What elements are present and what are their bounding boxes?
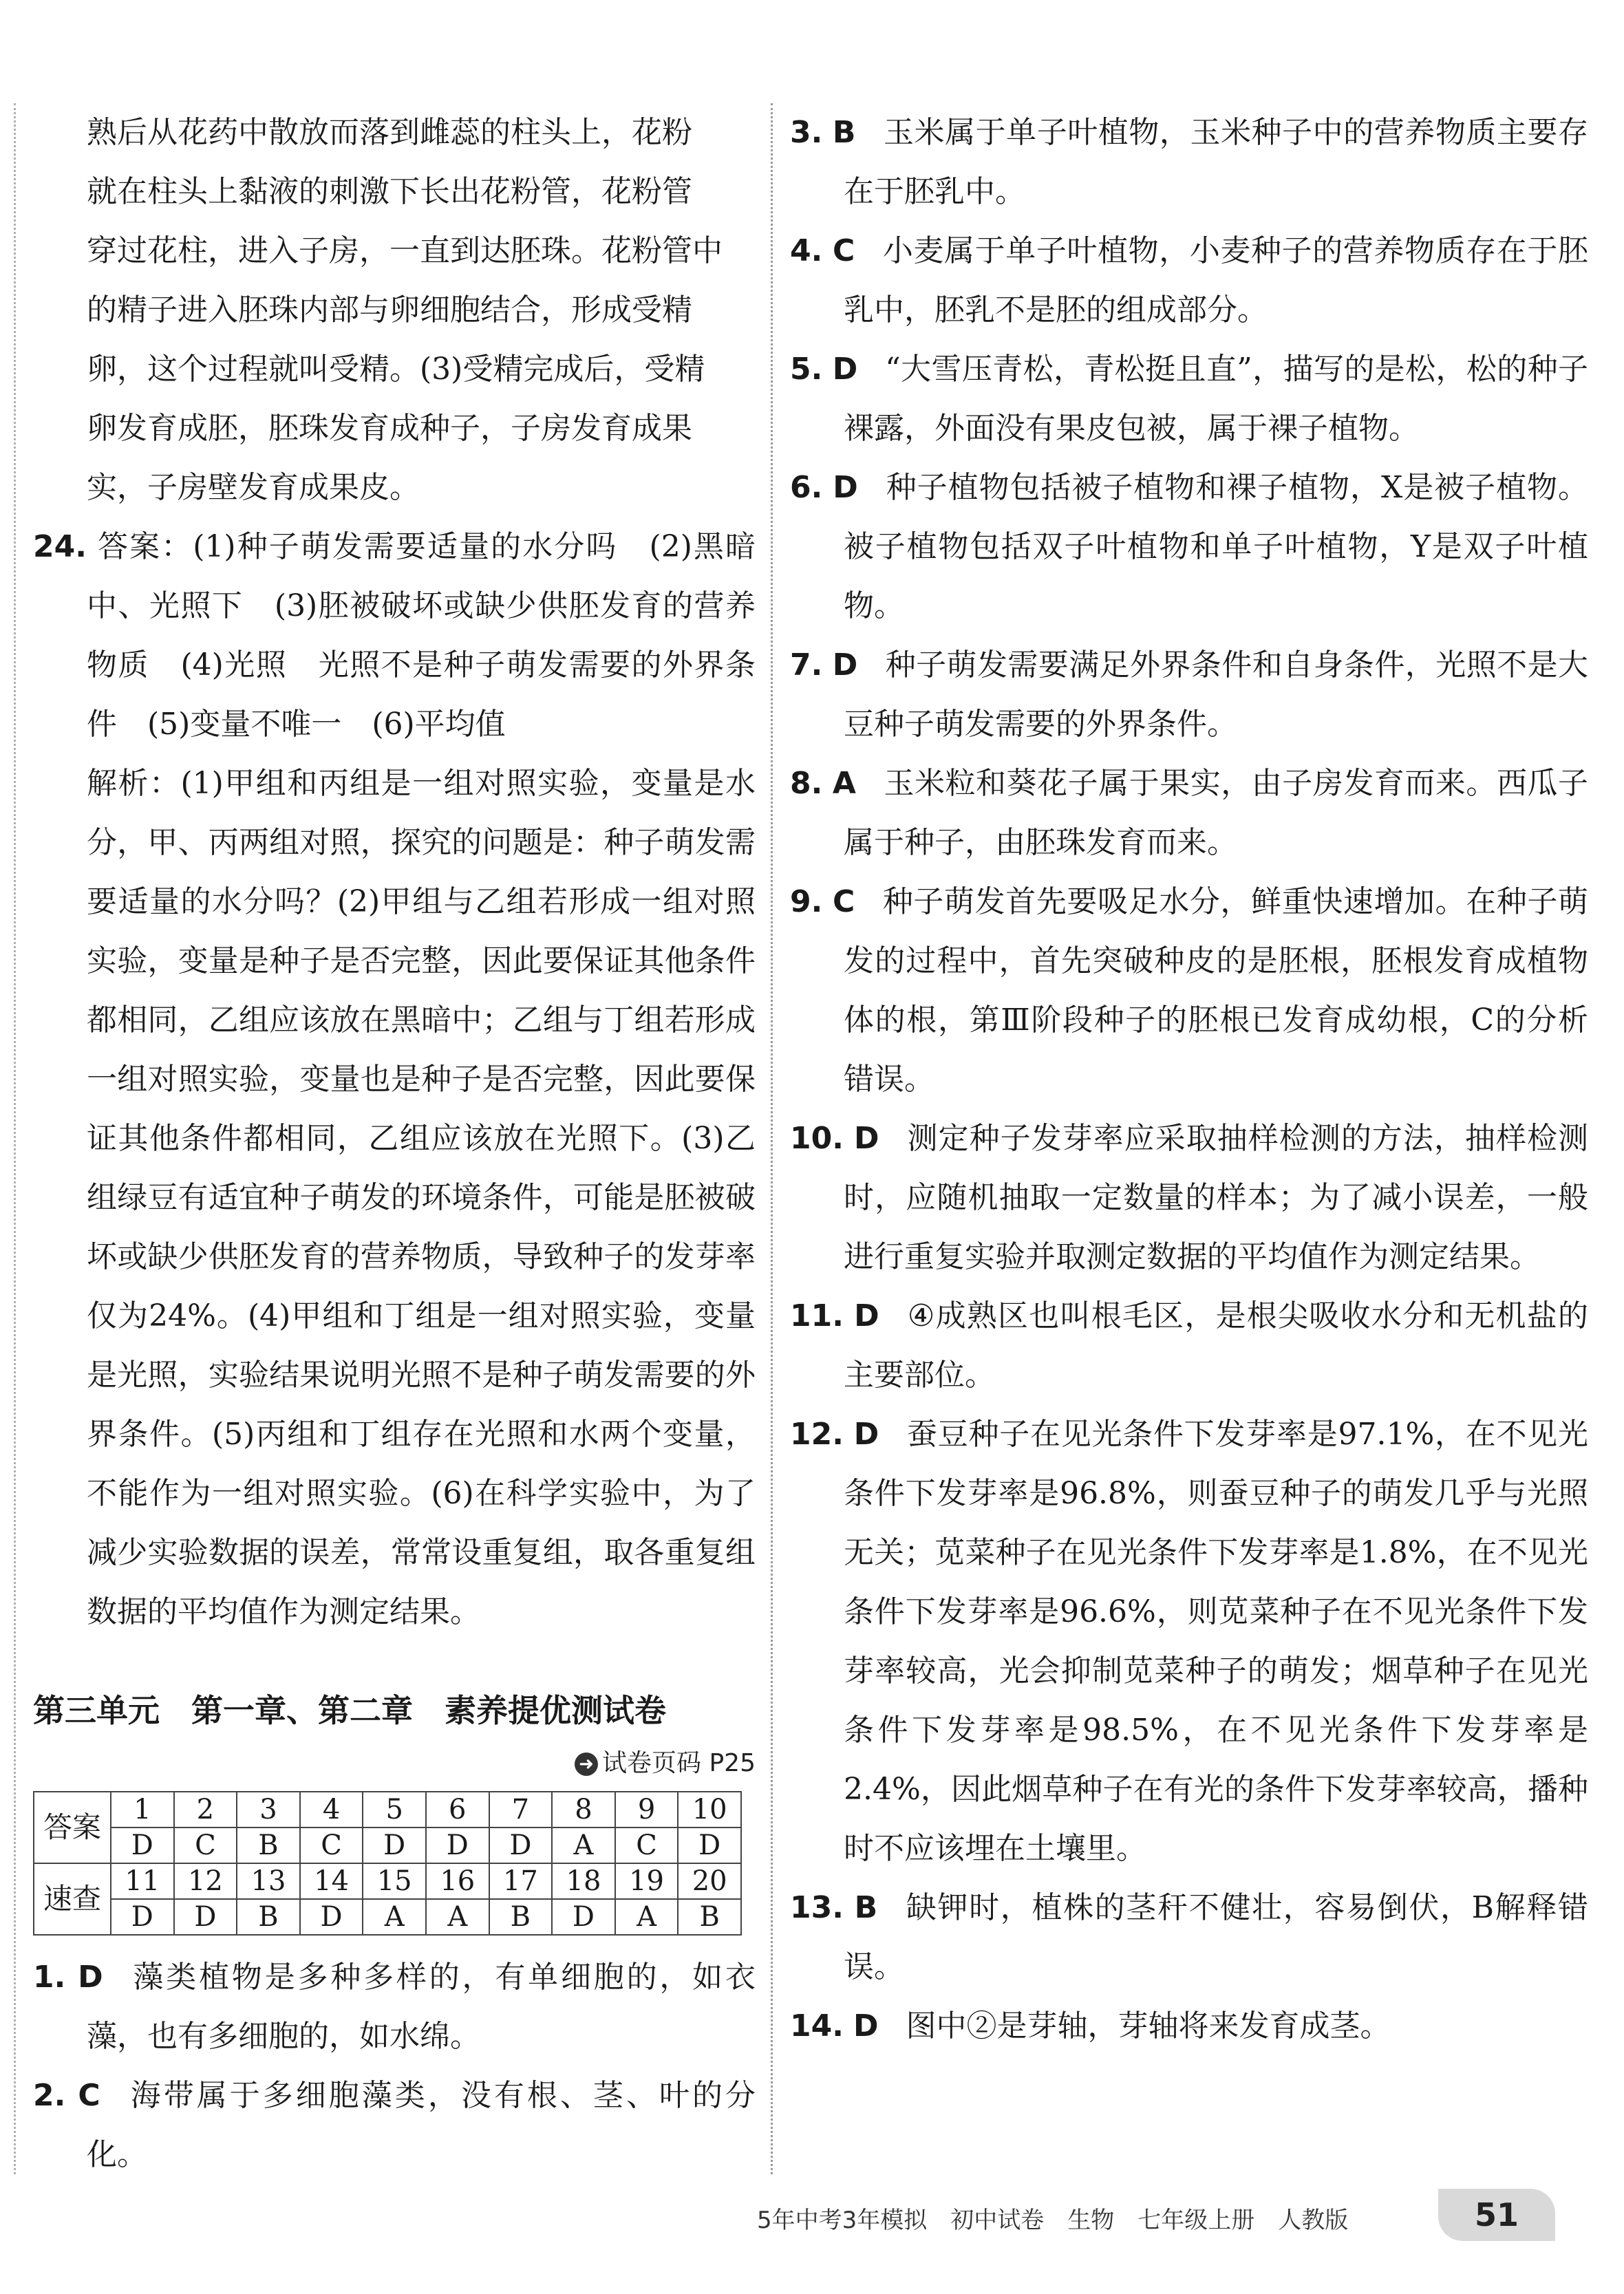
column-divider <box>771 103 773 2174</box>
answer-letter: D <box>853 1121 879 1156</box>
table-cell: 15 <box>363 1863 426 1899</box>
answer-item-12 <box>790 1405 1588 1878</box>
question-24-analysis: 解析：(1)甲组和丙组是一组对照实验，变量是水分，甲、丙两组对照，探究的问题是：种子萌发需要适量的水分吗？(2)甲组与乙组若形成一组对照实验，变量是种子是否完整，因此要保证其他条件都相同，乙组应该放在黑暗中；乙组与丁组若形成一组对照实验，变量也是种子是否完整，因此要保证其他条件都相同，乙组应该放在光照下。(3)乙组绿豆有适宜种子萌发的环境条件，可能是胚被破坏或缺少供胚发育的营养物质，导致种子的发芽率仅为24%。(4)甲组和丁组是一组对照实验，变量是光照，实验结果说明光照不是种子萌发需要的外界条件。(5)丙组和丁组存在光照和水两个变量，不能作为一组对照实验。(6)在科学实验中，为了减少实验数据的误差，常常设重复组，取各重复组数据的平均值作为测定结果。 <box>87 766 756 1629</box>
answer-item-10 <box>790 1109 1588 1287</box>
table-cell: 11 <box>111 1863 174 1899</box>
answer-item-8 <box>790 754 1588 872</box>
question-number: 1. <box>33 1960 66 1995</box>
q23-continuation <box>33 103 756 517</box>
table-cell: B <box>678 1899 741 1935</box>
text-line: 就在柱头上黏液的刺激下长出花粉管，花粉管 <box>87 174 692 209</box>
answer-item-2 <box>33 2066 756 2185</box>
text-line: 卵发育成胚，胚珠发育成种子，子房发育成果 <box>87 411 692 446</box>
table-cell: C <box>300 1827 363 1863</box>
table-cell: 6 <box>426 1792 489 1827</box>
table-head: 答案 <box>34 1792 111 1863</box>
question-number: 8. <box>790 766 823 801</box>
question-number: 11. <box>790 1298 844 1333</box>
table-cell: D <box>552 1899 615 1935</box>
question-number: 24. <box>33 529 87 564</box>
table-cell: 14 <box>300 1863 363 1899</box>
text-line: 卵，这个过程就叫受精。(3)受精完成后，受精 <box>87 352 705 387</box>
question-number: 5. <box>790 352 823 387</box>
right-column <box>790 103 1588 2056</box>
explanation-text: 玉米粒和葵花子属于果实，由子房发育而来。西瓜子属于种子，由胚珠发育而来。 <box>844 766 1588 860</box>
table-cell: 8 <box>552 1792 615 1827</box>
answer-letter: B <box>832 115 856 150</box>
answer-item-13 <box>790 1878 1588 1997</box>
table-cell: D <box>174 1899 237 1935</box>
table-cell: D <box>678 1827 741 1863</box>
explanation-text: 缺钾时，植株的茎秆不健壮，容易倒伏，B解释错误。 <box>844 1890 1588 1984</box>
question-number: 13. <box>790 1890 844 1925</box>
arrow-right-icon: ➜ <box>575 1752 598 1776</box>
explanation-text: 种子植物包括被子植物和裸子植物，X是被子植物。被子植物包括双子叶植物和单子叶植物，Y是双子叶植物。 <box>844 470 1588 623</box>
section-title: 第三单元 第一章、第二章 素养提优测试卷 <box>33 1692 666 1729</box>
table-cell: B <box>237 1899 300 1935</box>
answer-letter: C <box>832 884 855 919</box>
text-line: 穿过花柱，进入子房，一直到达胚珠。花粉管中 <box>87 233 723 268</box>
answer-item-3 <box>790 103 1588 222</box>
table-head: 速查 <box>34 1863 111 1935</box>
footer-book-title: 5年中考3年模拟 初中试卷 生物 七年级上册 人教版 <box>757 2207 1349 2234</box>
answer-item-14 <box>790 1997 1588 2056</box>
table-cell: 9 <box>615 1792 679 1827</box>
explanation-text: 测定种子发芽率应采取抽样检测的方法，抽样检测时，应随机抽取一定数量的样本；为了减小误差，一般进行重复实验并取测定数据的平均值作为测定结果。 <box>844 1121 1588 1274</box>
answer-item-4 <box>790 222 1588 340</box>
table-cell: 18 <box>552 1863 615 1899</box>
question-number: 14. <box>790 2008 844 2044</box>
explanation-text: 蚕豆种子在见光条件下发芽率是97.1%，在不见光条件下发芽率是96.8%，则蚕豆种子的萌发几乎与光照无关；苋菜种子在见光条件下发芽率是1.8%，在不见光条件下发芽率是96.6%，则苋菜种子在不见光条件下发芽率较高，光会抑制苋菜种子的萌发；烟草种子在见光条件下发芽率是98.5%，在不见光条件下发芽率是2.4%，因此烟草种子在有光的条件下发芽率较高，播种时不应该埋在土壤里。 <box>844 1417 1588 1866</box>
answer-letter: A <box>832 766 856 801</box>
table-cell: 10 <box>678 1792 741 1827</box>
table-cell: D <box>426 1827 489 1863</box>
page-footer <box>757 2185 1596 2247</box>
table-cell: 3 <box>237 1792 300 1827</box>
explanation-text: “大雪压青松，青松挺且直”，描写的是松，松的种子裸露，外面没有果皮包被，属于裸子植物。 <box>844 352 1588 446</box>
table-cell: D <box>489 1827 553 1863</box>
answer-item-9 <box>790 872 1588 1109</box>
question-number: 4. <box>790 233 823 268</box>
page-reference <box>33 1744 756 1779</box>
table-cell: C <box>615 1827 679 1863</box>
table-cell: D <box>300 1899 363 1935</box>
explanation-text: ④成熟区也叫根毛区，是根尖吸收水分和无机盐的主要部位。 <box>844 1298 1588 1393</box>
answer-letter: C <box>78 2078 100 2113</box>
table-cell: 17 <box>489 1863 553 1899</box>
text-line: 熟后从花药中散放而落到雌蕊的柱头上，花粉 <box>87 115 692 150</box>
table-cell: 19 <box>615 1863 679 1899</box>
table-cell: 2 <box>174 1792 237 1827</box>
explanation-text: 图中②是芽轴，芽轴将来发育成茎。 <box>906 2008 1391 2044</box>
table-cell: 1 <box>111 1792 174 1827</box>
question-number: 12. <box>790 1417 844 1452</box>
question-number: 3. <box>790 115 823 150</box>
table-cell: B <box>237 1827 300 1863</box>
page-reference-text: 试卷页码 P25 <box>602 1749 756 1777</box>
answer-letter: D <box>832 647 858 683</box>
table-cell: 12 <box>174 1863 237 1899</box>
answer-letter: D <box>833 470 858 505</box>
table-cell: 5 <box>363 1792 426 1827</box>
table-cell: 7 <box>489 1792 553 1827</box>
question-number: 6. <box>790 470 823 505</box>
answer-item-11 <box>790 1287 1588 1405</box>
left-column <box>33 103 756 2185</box>
text-line: 的精子进入胚珠内部与卵细胞结合，形成受精 <box>87 292 692 328</box>
answer-item-5 <box>790 340 1588 458</box>
question-number: 2. <box>33 2078 66 2113</box>
explanation-text: 藻类植物是多种多样的，有单细胞的，如衣藻，也有多细胞的，如水绵。 <box>87 1960 756 2054</box>
table-cell: 13 <box>237 1863 300 1899</box>
table-cell: D <box>363 1827 426 1863</box>
answer-letter: B <box>854 1890 878 1925</box>
answer-letter: D <box>853 2008 879 2044</box>
text-line: 实，子房壁发育成果皮。 <box>87 470 420 505</box>
table-cell: D <box>111 1899 174 1935</box>
table-cell: C <box>174 1827 237 1863</box>
explanation-text: 玉米属于单子叶植物，玉米种子中的营养物质主要存在于胚乳中。 <box>844 115 1588 209</box>
answer-letter: D <box>854 1298 879 1333</box>
answer-letter: D <box>832 352 858 387</box>
answer-letter: D <box>78 1960 103 1995</box>
answer-item-1 <box>33 1948 756 2066</box>
question-number: 10. <box>790 1121 844 1156</box>
answer-letter: D <box>853 1417 879 1452</box>
table-cell: B <box>489 1899 553 1935</box>
table-cell: 16 <box>426 1863 489 1899</box>
explanation-text: 种子萌发首先要吸足水分，鲜重快速增加。在种子萌发的过程中，首先突破种皮的是胚根，胚根发育成植物体的根，第Ⅲ阶段种子的胚根已发育成幼根，C的分析错误。 <box>844 884 1588 1097</box>
table-cell: 4 <box>300 1792 363 1827</box>
question-24-answer <box>33 517 756 754</box>
answer-letter: C <box>832 233 855 268</box>
question-number: 9. <box>790 884 823 919</box>
table-cell: A <box>615 1899 679 1935</box>
page-number: 51 <box>1438 2189 1555 2241</box>
answer-item-6 <box>790 458 1588 636</box>
question-number: 7. <box>790 647 823 683</box>
left-margin-line <box>14 103 16 2174</box>
table-cell: D <box>111 1827 174 1863</box>
table-cell: A <box>426 1899 489 1935</box>
table-cell: A <box>552 1827 615 1863</box>
answer-text: 答案：(1)种子萌发需要适量的水分吗 (2)黑暗中、光照下 (3)胚被破坏或缺少供胚发育的营养物质 (4)光照 光照不是种子萌发需要的外界条件 (5)变量不唯一 (6)平均值 <box>87 529 756 742</box>
table-cell: A <box>363 1899 426 1935</box>
answer-item-7 <box>790 636 1588 754</box>
explanation-text: 海带属于多细胞藻类，没有根、茎、叶的分化。 <box>87 2078 756 2172</box>
explanation-text: 种子萌发需要满足外界条件和自身条件，光照不是大豆种子萌发需要的外界条件。 <box>844 647 1588 742</box>
answer-quick-table <box>33 1791 742 1936</box>
table-cell: 20 <box>678 1863 741 1899</box>
explanation-text: 小麦属于单子叶植物，小麦种子的营养物质存在于胚乳中，胚乳不是胚的组成部分。 <box>844 233 1588 328</box>
